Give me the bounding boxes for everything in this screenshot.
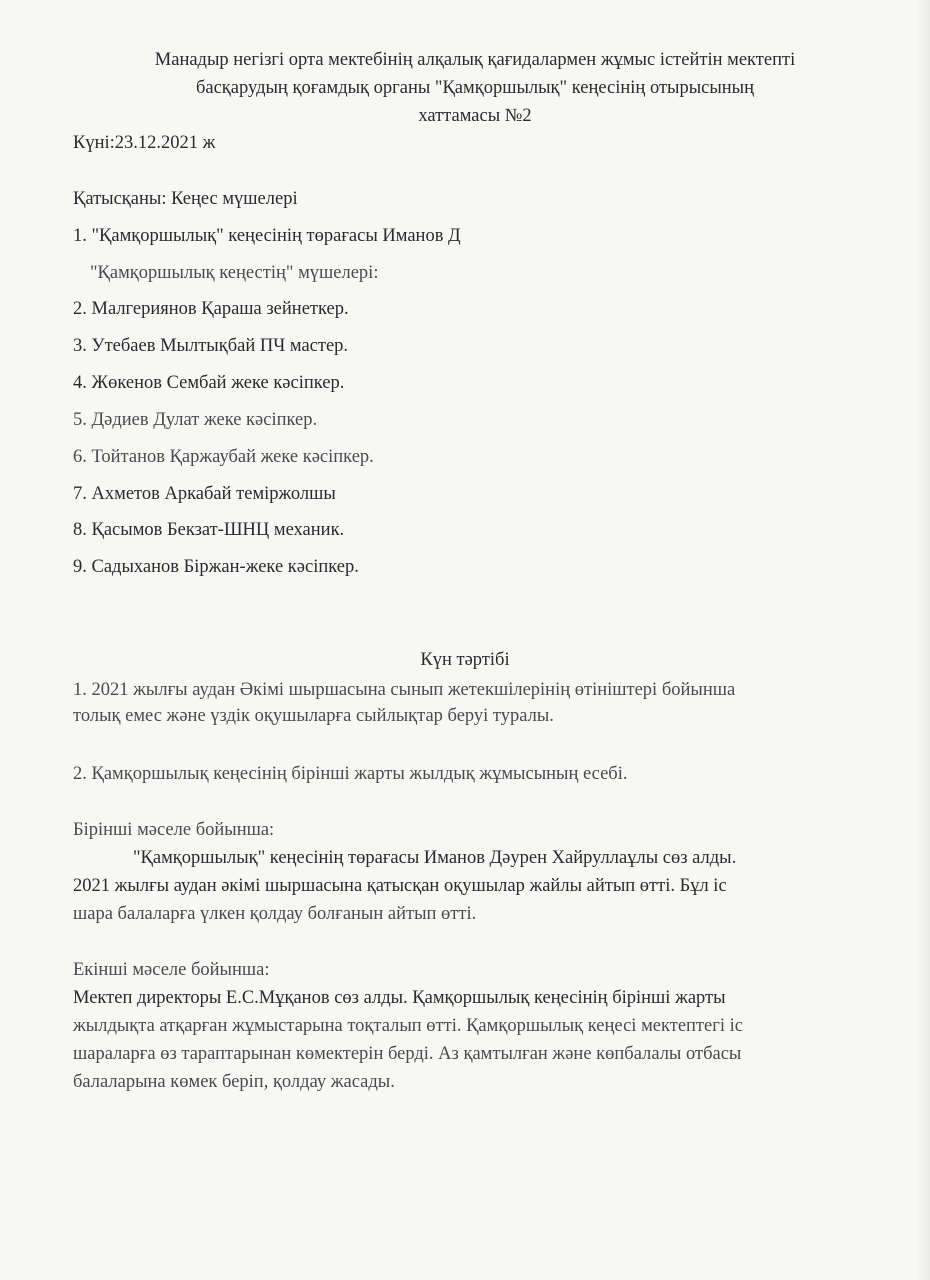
member-item: 9. Садыханов Біржан-жеке кәсіпкер. (73, 557, 359, 577)
member-item: 8. Қасымов Бекзат-ШНЦ механик. (73, 520, 345, 540)
meeting-date: Күні:23.12.2021 ж (73, 133, 216, 153)
first-issue-line-2: 2021 жылғы аудан әкімі шыршасына қатысқан оқушылар жайлы айтып өтті. Бұл іс (73, 876, 727, 896)
members-header: "Қамқоршылық кеңестің" мүшелері: (90, 263, 379, 283)
member-item: 3. Утебаев Мылтықбай ПЧ мастер. (73, 336, 349, 356)
document-title (60, 46, 890, 130)
member-item: 5. Дәдиев Дулат жеке кәсіпкер. (73, 410, 318, 430)
first-issue-line-1: "Қамқоршылық" кеңесінің төрағасы Иманов Дәурен Хайруллаұлы сөз алды. (133, 848, 737, 868)
page-edge-shadow (916, 0, 930, 1280)
attendees-header: Қатысқаны: Кеңес мүшелері (73, 189, 298, 209)
first-issue-header: Бірінші мәселе бойынша: (73, 820, 275, 840)
agenda-item-2: 2. Қамқоршылық кеңесінің бірінші жарты жылдық жұмысының есебі. (73, 764, 628, 784)
second-issue-line-1: Мектеп директоры Е.С.Мұқанов сөз алды. Қамқоршылық кеңесінің бірінші жарты (73, 988, 726, 1008)
second-issue-header: Екінші мәселе бойынша: (73, 960, 270, 980)
agenda-item-1-line-2: толық емес және үздік оқушыларға сыйлықтар беруі туралы. (73, 706, 554, 726)
member-item: 7. Ахметов Аркабай теміржолшы (73, 484, 336, 504)
title-line-2: басқарудың қоғамдық органы "Қамқоршылық" кеңесінің отырысының (195, 78, 755, 98)
member-item: 4. Жөкенов Сембай жеке кәсіпкер. (73, 373, 345, 393)
agenda-header: Күн тәртібі (420, 650, 510, 670)
member-item: 2. Малгериянов Қараша зейнеткер. (73, 299, 349, 319)
title-line-3: хаттамасы №2 (418, 106, 532, 126)
agenda-item-1-line-1: 1. 2021 жылғы аудан Әкімі шыршасына сынып жетекшілерінің өтініштері бойынша (73, 680, 736, 700)
member-item: 6. Тойтанов Қаржаубай жеке кәсіпкер. (73, 447, 374, 467)
second-issue-line-2: жылдықта атқарған жұмыстарына тоқталып өтті. Қамқоршылық кеңесі мектептегі іс (73, 1016, 743, 1036)
first-issue-line-3: шара балаларға үлкен қолдау болғанын айтып өтті. (73, 904, 477, 924)
chair-line: 1. "Қамқоршылық" кеңесінің төрағасы Иманов Д (73, 226, 461, 246)
second-issue-line-4: балаларына көмек беріп, қолдау жасады. (73, 1072, 395, 1092)
title-line-1: Манадыр негізгі орта мектебінің алқалық қағидалармен жұмыс істейтін мектепті (154, 50, 796, 70)
second-issue-line-3: шараларға өз тараптарынан көмектерін берді. Аз қамтылған және көпбалалы отбасы (73, 1044, 742, 1064)
